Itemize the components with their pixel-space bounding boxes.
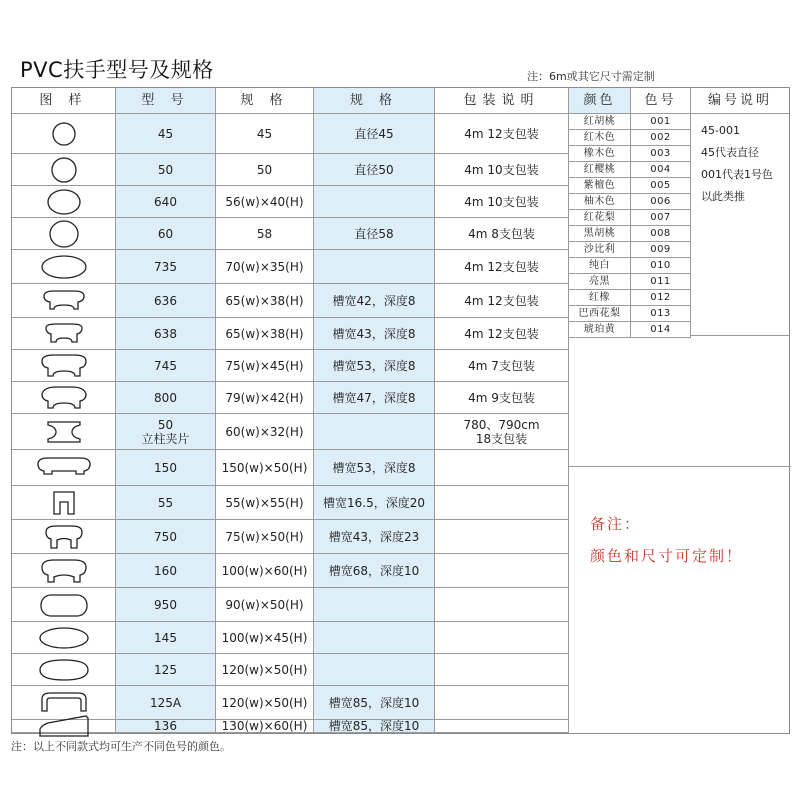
model-cell: 750 — [116, 520, 216, 554]
spec-cell: 65(w)×38(H) — [216, 284, 314, 318]
groove-cell — [314, 654, 435, 686]
handrail-profile-icon — [34, 624, 94, 652]
handrail-profile-icon — [34, 489, 94, 517]
handrail-profile-icon — [34, 352, 94, 380]
color-code: 009 — [631, 242, 691, 258]
spec-cell: 120(w)×50(H) — [216, 686, 314, 720]
model-cell: 150 — [116, 450, 216, 486]
package-cell: 4m 12支包装 — [435, 318, 569, 350]
package-cell — [435, 588, 569, 622]
handrail-profile-icon — [34, 320, 94, 348]
footer-note: 注：以上不同款式均可生产不同色号的颜色。 — [11, 740, 231, 753]
package-cell — [435, 654, 569, 686]
model-cell: 45 — [116, 114, 216, 154]
package-cell: 4m 10支包装 — [435, 186, 569, 218]
pattern-cell — [12, 350, 116, 382]
color-code: 005 — [631, 178, 691, 194]
color-name: 红橡 — [569, 290, 631, 306]
spec-cell: 58 — [216, 218, 314, 250]
color-name: 纯白 — [569, 258, 631, 274]
handrail-profile-icon — [34, 253, 94, 281]
color-name: 紫檀色 — [569, 178, 631, 194]
handrail-profile-icon — [34, 454, 94, 482]
color-name: 黑胡桃 — [569, 226, 631, 242]
package-cell — [435, 720, 569, 733]
groove-cell: 直径45 — [314, 114, 435, 154]
color-name: 红木色 — [569, 130, 631, 146]
handrail-profile-icon — [34, 591, 94, 619]
model-cell: 50 — [116, 154, 216, 186]
model-cell: 638 — [116, 318, 216, 350]
spec-cell: 90(w)×50(H) — [216, 588, 314, 622]
pattern-cell — [12, 318, 116, 350]
custom-size-note: 注：6m或其它尺寸需定制 — [527, 70, 655, 83]
groove-cell: 槽宽53，深度8 — [314, 450, 435, 486]
color-code: 014 — [631, 322, 691, 338]
groove-cell: 槽宽53，深度8 — [314, 350, 435, 382]
section-divider — [569, 466, 791, 467]
groove-cell — [314, 250, 435, 284]
color-code: 013 — [631, 306, 691, 322]
handrail-profile-icon — [34, 384, 94, 412]
color-code: 002 — [631, 130, 691, 146]
color-name: 红樱桃 — [569, 162, 631, 178]
color-code: 003 — [631, 146, 691, 162]
remark-text: 颜色和尺寸可定制！ — [590, 547, 744, 565]
package-cell: 4m 8支包装 — [435, 218, 569, 250]
groove-cell: 槽宽43，深度8 — [314, 318, 435, 350]
handrail-profile-icon — [34, 120, 94, 148]
spec-cell: 100(w)×45(H) — [216, 622, 314, 654]
handrail-profile-icon — [34, 287, 94, 315]
color-code: 007 — [631, 210, 691, 226]
spec-cell: 60(w)×32(H) — [216, 414, 314, 450]
model-cell: 55 — [116, 486, 216, 520]
color-name: 柚木色 — [569, 194, 631, 210]
handrail-profile-icon — [34, 712, 94, 740]
color-code: 008 — [631, 226, 691, 242]
groove-cell: 槽宽47，深度8 — [314, 382, 435, 414]
spec-cell: 56(w)×40(H) — [216, 186, 314, 218]
pattern-cell — [12, 622, 116, 654]
code-note-line: 以此类推 — [701, 190, 745, 203]
model-cell: 800 — [116, 382, 216, 414]
handrail-profile-icon — [34, 220, 94, 248]
color-code: 011 — [631, 274, 691, 290]
model-cell: 745 — [116, 350, 216, 382]
pattern-cell — [12, 114, 116, 154]
pattern-cell — [12, 654, 116, 686]
pattern-cell — [12, 284, 116, 318]
groove-cell — [314, 414, 435, 450]
pattern-cell — [12, 382, 116, 414]
pattern-cell — [12, 218, 116, 250]
groove-cell: 直径50 — [314, 154, 435, 186]
package-cell — [435, 686, 569, 720]
remark-title: 备注： — [590, 515, 642, 533]
package-cell — [435, 554, 569, 588]
model-cell: 950 — [116, 588, 216, 622]
color-code: 012 — [631, 290, 691, 306]
spec-cell: 100(w)×60(H) — [216, 554, 314, 588]
remark — [590, 508, 743, 572]
package-cell: 4m 12支包装 — [435, 250, 569, 284]
model-cell: 640 — [116, 186, 216, 218]
color-name: 亮黑 — [569, 274, 631, 290]
handrail-profile-icon — [34, 188, 94, 216]
header-model: 型 号 — [116, 88, 216, 114]
spec-cell: 130(w)×60(H) — [216, 720, 314, 733]
color-code: 010 — [631, 258, 691, 274]
header-spec: 规 格 — [216, 88, 314, 114]
code-note-line: 45代表直径 — [701, 146, 759, 159]
spec-cell: 150(w)×50(H) — [216, 450, 314, 486]
code-note-line: 001代表1号色 — [701, 168, 773, 181]
pattern-cell — [12, 186, 116, 218]
package-cell: 4m 12支包装 — [435, 284, 569, 318]
pattern-cell — [12, 588, 116, 622]
package-cell — [435, 450, 569, 486]
header-color: 颜色 — [569, 88, 631, 114]
spec-cell: 55(w)×55(H) — [216, 486, 314, 520]
package-cell — [435, 520, 569, 554]
code-note — [691, 114, 790, 336]
pattern-cell — [12, 520, 116, 554]
model-cell: 50 立柱夹片 — [116, 414, 216, 450]
groove-cell: 槽宽85，深度10 — [314, 686, 435, 720]
color-name: 巴西花梨 — [569, 306, 631, 322]
pattern-cell — [12, 486, 116, 520]
package-cell: 4m 10支包装 — [435, 154, 569, 186]
pattern-cell — [12, 554, 116, 588]
package-cell: 4m 12支包装 — [435, 114, 569, 154]
pattern-cell — [12, 720, 116, 733]
model-cell: 160 — [116, 554, 216, 588]
color-name: 琥珀黄 — [569, 322, 631, 338]
header-spec-groove: 规 格 — [314, 88, 435, 114]
spec-cell: 45 — [216, 114, 314, 154]
handrail-profile-icon — [34, 656, 94, 684]
model-cell: 136 — [116, 720, 216, 733]
spec-cell: 65(w)×38(H) — [216, 318, 314, 350]
groove-cell: 槽宽16.5，深度20 — [314, 486, 435, 520]
header-pattern: 图 样 — [12, 88, 116, 114]
spec-cell: 70(w)×35(H) — [216, 250, 314, 284]
header-color-code: 色号 — [631, 88, 691, 114]
model-cell: 636 — [116, 284, 216, 318]
header-code-note: 编号说明 — [691, 88, 789, 114]
color-code: 001 — [631, 114, 691, 130]
groove-cell: 直径58 — [314, 218, 435, 250]
pattern-cell — [12, 154, 116, 186]
spec-table — [11, 87, 790, 734]
spec-cell: 75(w)×45(H) — [216, 350, 314, 382]
spec-cell: 79(w)×42(H) — [216, 382, 314, 414]
package-cell — [435, 622, 569, 654]
color-code: 004 — [631, 162, 691, 178]
handrail-profile-icon — [34, 156, 94, 184]
model-cell: 735 — [116, 250, 216, 284]
groove-cell — [314, 588, 435, 622]
package-cell — [435, 486, 569, 520]
pattern-cell — [12, 414, 116, 450]
package-cell: 780、790cm 18支包装 — [435, 414, 569, 450]
groove-cell: 槽宽43，深度23 — [314, 520, 435, 554]
spec-cell: 75(w)×50(H) — [216, 520, 314, 554]
groove-cell — [314, 622, 435, 654]
package-cell: 4m 9支包装 — [435, 382, 569, 414]
handrail-profile-icon — [34, 557, 94, 585]
pattern-cell — [12, 450, 116, 486]
color-code: 006 — [631, 194, 691, 210]
color-name: 橡木色 — [569, 146, 631, 162]
code-note-line: 45-001 — [701, 124, 740, 137]
handrail-profile-icon — [34, 418, 94, 446]
groove-cell: 槽宽68，深度10 — [314, 554, 435, 588]
package-cell: 4m 7支包装 — [435, 350, 569, 382]
pattern-cell — [12, 250, 116, 284]
color-name: 红花梨 — [569, 210, 631, 226]
spec-cell: 50 — [216, 154, 314, 186]
model-cell: 125 — [116, 654, 216, 686]
color-name: 沙比利 — [569, 242, 631, 258]
groove-cell: 槽宽42，深度8 — [314, 284, 435, 318]
page-title: PVC扶手型号及规格 — [20, 58, 214, 82]
model-cell: 125A — [116, 686, 216, 720]
model-cell: 60 — [116, 218, 216, 250]
color-name: 红胡桃 — [569, 114, 631, 130]
model-cell: 145 — [116, 622, 216, 654]
spec-cell: 120(w)×50(H) — [216, 654, 314, 686]
header-package: 包装说明 — [435, 88, 569, 114]
handrail-profile-icon — [34, 523, 94, 551]
groove-cell: 槽宽85，深度10 — [314, 720, 435, 733]
groove-cell — [314, 186, 435, 218]
